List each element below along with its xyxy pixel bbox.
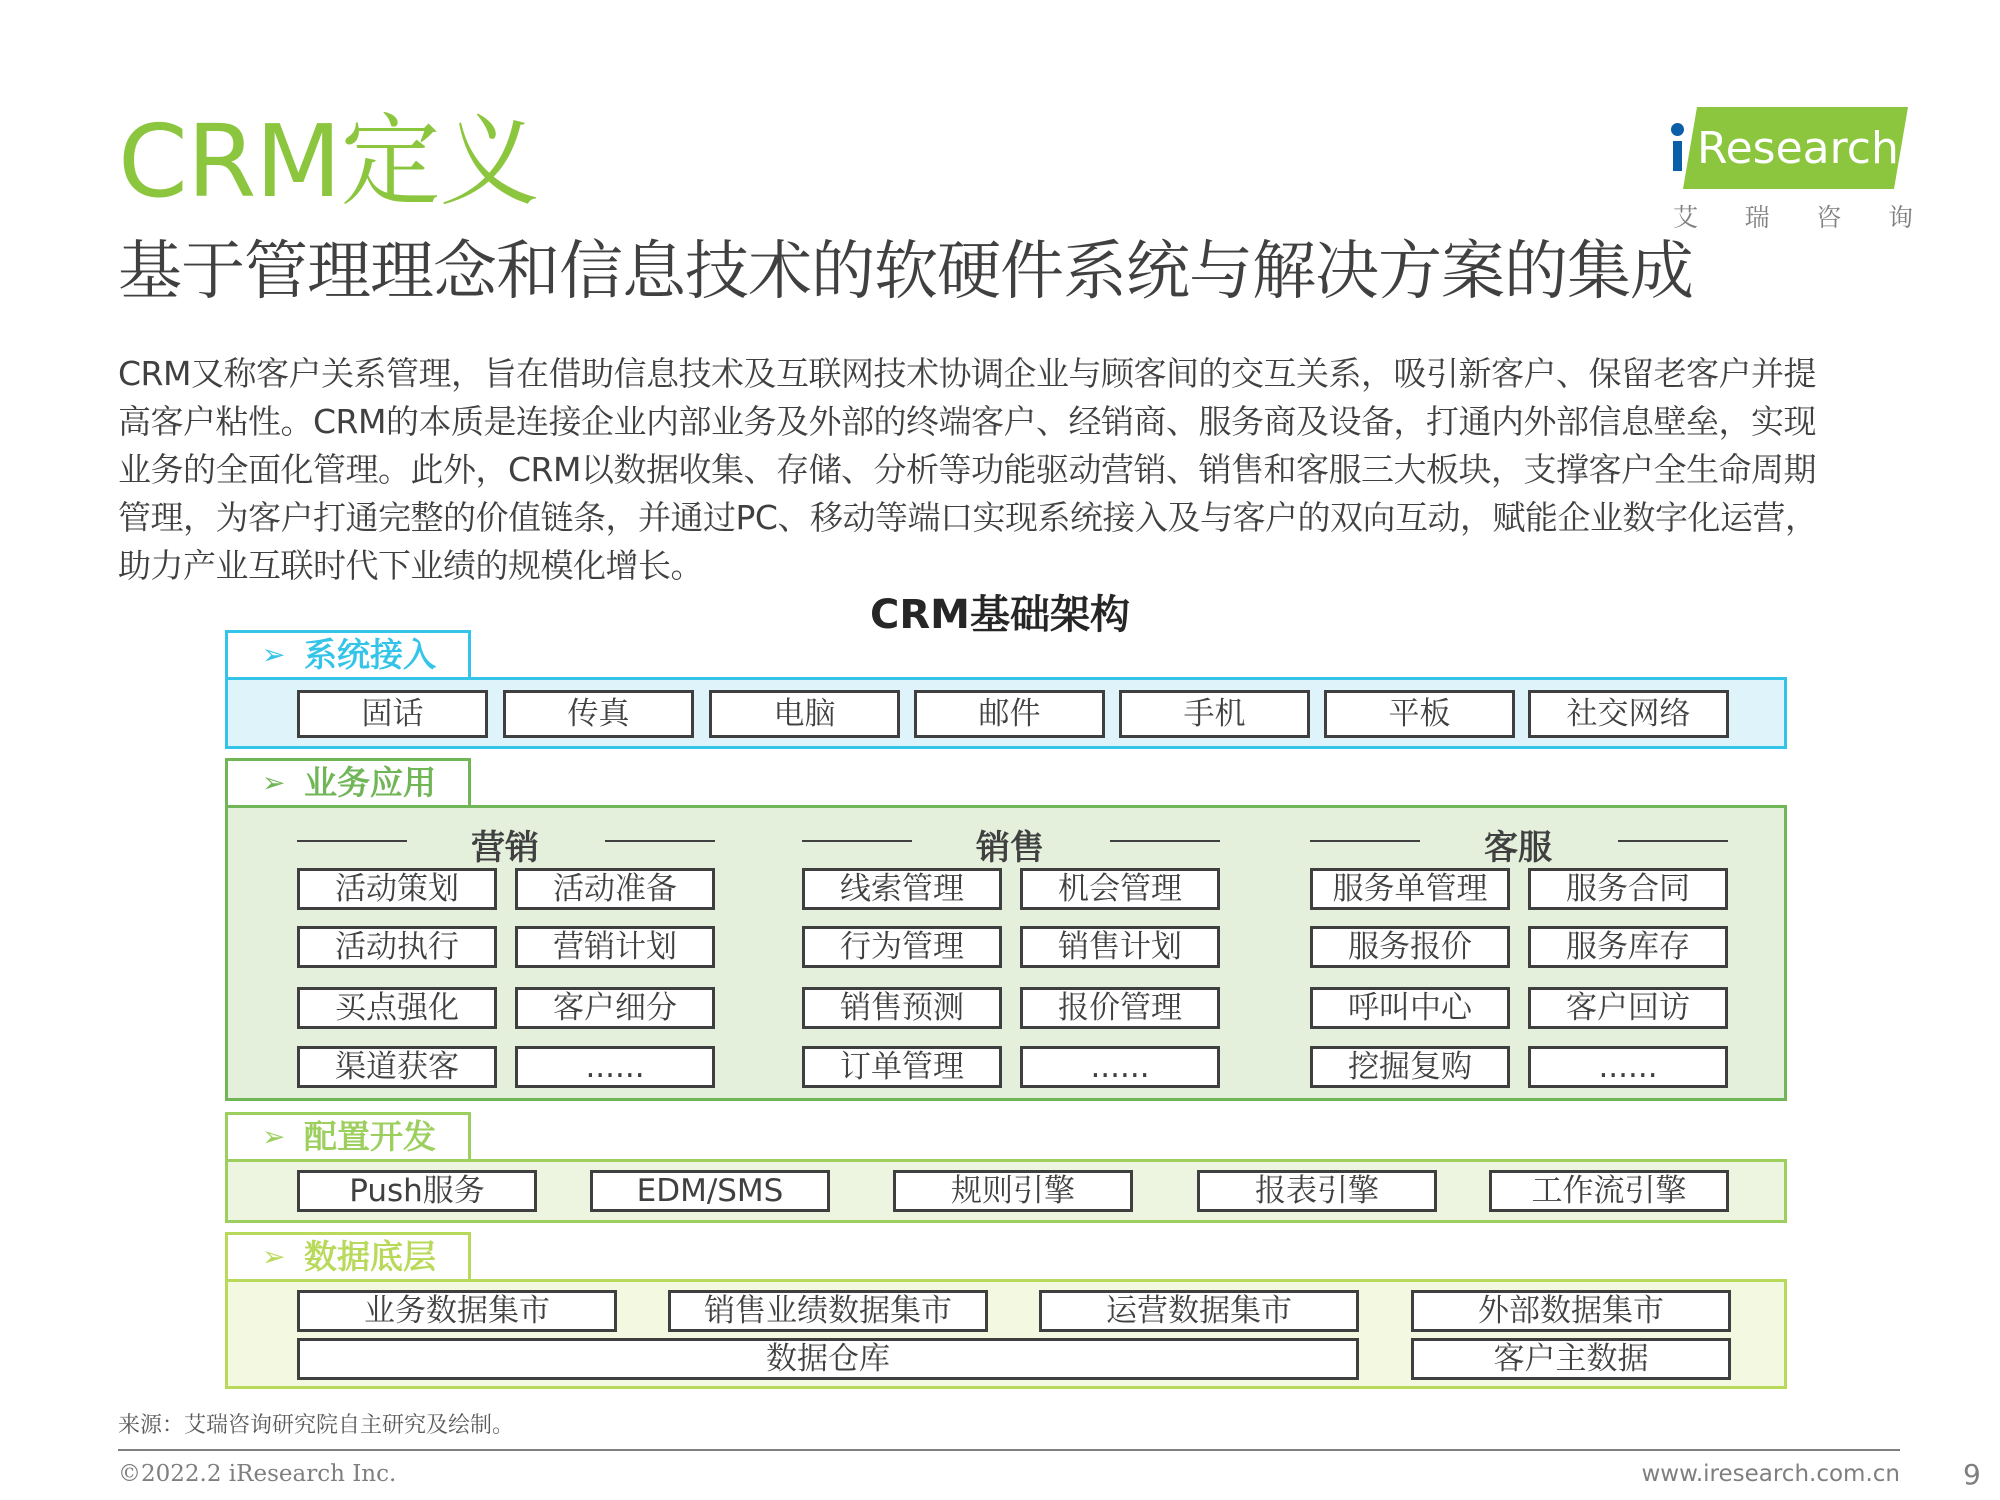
business-function-cell: 活动准备 (515, 868, 715, 910)
business-function-cell: 机会管理 (1020, 868, 1220, 910)
access-channel-cell: 传真 (503, 690, 694, 738)
intro-paragraph (118, 350, 1898, 590)
business-function-cell: 服务库存 (1528, 926, 1728, 968)
business-function-cell: ...... (1020, 1046, 1220, 1088)
data-layer-cell: 外部数据集市 (1411, 1290, 1731, 1332)
config-module-cell: Push服务 (297, 1170, 537, 1212)
config-module-cell: 报表引擎 (1197, 1170, 1437, 1212)
business-function-cell: 活动策划 (297, 868, 497, 910)
logo-cn-char: 询 (1887, 203, 1913, 232)
business-function-cell: 活动执行 (297, 926, 497, 968)
business-function-cell: 客户细分 (515, 987, 715, 1029)
layer-tab-business (225, 758, 471, 806)
chevron-right-icon: ➢ (262, 766, 286, 799)
group-divider-line (802, 840, 912, 842)
business-group-title: 营销 (471, 828, 539, 868)
group-divider-line (605, 840, 715, 842)
business-function-cell: 服务单管理 (1310, 868, 1510, 910)
config-module-cell: 工作流引擎 (1489, 1170, 1729, 1212)
business-function-cell: 服务报价 (1310, 926, 1510, 968)
layer-label: 配置开发 (304, 1117, 436, 1156)
access-channel-cell: 手机 (1119, 690, 1310, 738)
group-divider-line (1310, 840, 1420, 842)
intro-line: 助力产业互联时代下业绩的规模化增长。 (118, 546, 703, 585)
access-channel-cell: 社交网络 (1528, 690, 1729, 738)
business-function-cell: 报价管理 (1020, 987, 1220, 1029)
logo-chinese (1673, 198, 1913, 234)
business-group-title: 销售 (976, 828, 1044, 868)
logo-cn-char: 艾 (1673, 203, 1699, 232)
intro-line: CRM又称客户关系管理，旨在借助信息技术及互联网技术协调企业与顾客间的交互关系，吸引新客户、保留老客户并提 (118, 354, 1816, 393)
layer-tab-config (225, 1112, 471, 1160)
access-channel-cell: 固话 (297, 690, 488, 738)
source-note: 来源：艾瑞咨询研究院自主研究及绘制。 (118, 1413, 515, 1438)
page-subtitle: 基于管理理念和信息技术的软硬件系统与解决方案的集成 (118, 235, 1693, 309)
business-function-cell: 服务合同 (1528, 868, 1728, 910)
chevron-right-icon: ➢ (262, 1240, 286, 1273)
config-module-cell: EDM/SMS (590, 1170, 830, 1212)
group-divider-line (297, 840, 407, 842)
business-function-cell: ...... (1528, 1046, 1728, 1088)
business-function-cell: 买点强化 (297, 987, 497, 1029)
data-layer-cell: 业务数据集市 (297, 1290, 617, 1332)
group-divider-line (1618, 840, 1728, 842)
business-function-cell: 客户回访 (1528, 987, 1728, 1029)
page-number: 9 (1963, 1458, 1981, 1491)
diagram-title: CRM基础架构 (870, 592, 1130, 638)
intro-line: 管理，为客户打通完整的价值链条，并通过PC、移动等端口实现系统接入及与客户的双向互动，赋能企业数字化运营， (118, 498, 1818, 537)
footer-divider (118, 1449, 1900, 1451)
logo-i-dot (1671, 123, 1684, 136)
layer-label: 系统接入 (304, 635, 436, 674)
business-function-cell: 订单管理 (802, 1046, 1002, 1088)
business-function-cell: 呼叫中心 (1310, 987, 1510, 1029)
intro-line: 业务的全面化管理。此外，CRM以数据收集、存储、分析等功能驱动营销、销售和客服三大板块，支撑客户全生命周期 (118, 450, 1816, 489)
business-function-cell: 营销计划 (515, 926, 715, 968)
access-channel-cell: 平板 (1324, 690, 1515, 738)
data-layer-cell: 客户主数据 (1411, 1338, 1731, 1380)
copyright: ©2022.2 iResearch Inc. (118, 1461, 397, 1487)
page-title: CRM定义 (118, 103, 539, 220)
website-url: www.iresearch.com.cn (1641, 1461, 1900, 1487)
layer-label: 数据底层 (304, 1237, 436, 1276)
layer-tab-data (225, 1232, 471, 1280)
group-divider-line (1110, 840, 1220, 842)
logo-cn-char: 咨 (1816, 203, 1842, 232)
data-layer-cell: 数据仓库 (297, 1338, 1359, 1380)
logo-wordmark: Research (1697, 123, 1899, 174)
business-function-cell: 渠道获客 (297, 1046, 497, 1088)
iresearch-logo (1665, 105, 1913, 232)
chevron-right-icon: ➢ (262, 1120, 286, 1153)
layer-label: 业务应用 (304, 763, 436, 802)
intro-line: 高客户粘性。CRM的本质是连接企业内部业务及外部的终端客户、经销商、服务商及设备，打通内外部信息壁垒，实现 (118, 402, 1816, 441)
config-module-cell: 规则引擎 (893, 1170, 1133, 1212)
business-function-cell: 线索管理 (802, 868, 1002, 910)
business-group-title: 客服 (1484, 828, 1552, 868)
access-channel-cell: 电脑 (709, 690, 900, 738)
business-function-cell: ...... (515, 1046, 715, 1088)
access-channel-cell: 邮件 (914, 690, 1105, 738)
logo-cn-char: 瑞 (1744, 203, 1770, 232)
data-layer-cell: 销售业绩数据集市 (668, 1290, 988, 1332)
business-function-cell: 销售计划 (1020, 926, 1220, 968)
chevron-right-icon: ➢ (262, 638, 286, 671)
logo-i-stem (1673, 141, 1682, 171)
business-function-cell: 挖掘复购 (1310, 1046, 1510, 1088)
business-function-cell: 行为管理 (802, 926, 1002, 968)
data-layer-cell: 运营数据集市 (1039, 1290, 1359, 1332)
layer-tab-access (225, 630, 471, 678)
business-function-cell: 销售预测 (802, 987, 1002, 1029)
